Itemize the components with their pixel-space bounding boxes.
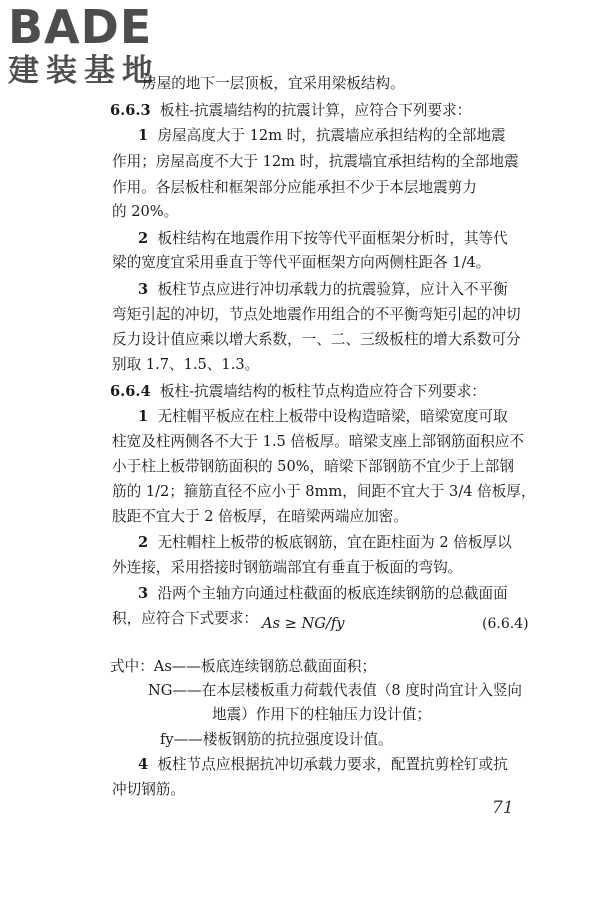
text-line: 地震）作用下的柱轴压力设计值； <box>212 706 431 723</box>
text-line: 的 20%。 <box>112 203 179 220</box>
variable-definition: fy——楼板钢筋的抗拉强度设计值。 <box>160 731 393 748</box>
text-line: 别取 1.7、1.5、1.3。 <box>112 356 260 373</box>
clause-6-6-4-heading: 6.6.4 板柱-抗震墙结构的板柱节点构造应符合下列要求： <box>110 383 486 400</box>
text-line: 外连接，采用搭接时钢筋端部宜有垂直于板面的弯钩。 <box>112 559 463 576</box>
text-line: 作用；房屋高度不大于 12m 时，抗震墙宜承担结构的全部地震 <box>112 153 519 170</box>
text-line: 梁的宽度宜采用垂直于等代平面框架方向两侧柱距各 1/4。 <box>112 254 491 271</box>
text-line: 积，应符合下式要求： <box>112 610 258 627</box>
text-line: 1 无柱帽平板应在柱上板带中设构造暗梁，暗梁宽度可取 <box>138 408 508 425</box>
formula-6-6-4: As ≥ NG/fy <box>262 615 345 632</box>
text-line: 2 无柱帽柱上板带的板底钢筋，宜在距柱面为 2 倍板厚以 <box>138 534 512 551</box>
text-line: 小于柱上板带钢筋面积的 50%，暗梁下部钢筋不宜少于上部钢 <box>112 458 514 475</box>
text-line: 冲切钢筋。 <box>112 781 185 798</box>
text-line: 肢距不宜大于 2 倍板厚，在暗梁两端应加密。 <box>112 508 408 525</box>
text-line: 4 板柱节点应根据抗冲切承载力要求，配置抗剪栓钉或抗 <box>138 756 508 773</box>
text-line: 2 板柱结构在地震作用下按等代平面框架分析时，其等代 <box>138 230 508 247</box>
logo-chinese-name: 建装基地 <box>8 53 160 89</box>
text-line: 1 房屋高度大于 12m 时，抗震墙应承担结构的全部地震 <box>138 127 506 144</box>
equation-number: (6.6.4) <box>482 616 529 632</box>
page-number: 71 <box>492 798 514 818</box>
text-line: 3 板柱节点应进行冲切承载力的抗震验算，应计入不平衡 <box>138 281 508 298</box>
logo-wordmark: BADE <box>8 0 153 54</box>
variable-definition: 式中：As——板底连续钢筋总截面面积； <box>110 658 377 675</box>
text-line: 柱宽及柱两侧各不大于 1.5 倍板厚。暗梁支座上部钢筋面积应不 <box>112 433 524 450</box>
text-line: 作用。各层板柱和框架部分应能承担不少于本层地震剪力 <box>112 179 477 196</box>
text-line: 反力设计值应乘以增大系数，一、二、三级板柱的增大系数可分 <box>112 331 521 348</box>
text-line: 筋的 1/2；箍筋直径不应小于 8mm，间距不宜大于 3/4 倍板厚， <box>112 483 536 500</box>
clause-6-6-3-heading: 6.6.3 板柱-抗震墙结构的抗震计算，应符合下列要求： <box>110 102 472 119</box>
text-line: 3 沿两个主轴方向通过柱截面的板底连续钢筋的总截面面 <box>138 585 508 602</box>
text-line: 房屋的地下一层顶板，宜采用梁板结构。 <box>142 75 405 92</box>
variable-definition: NG——在本层楼板重力荷载代表值（8 度时尚宜计入竖向 <box>148 682 523 699</box>
text-line: 弯矩引起的冲切，节点处地震作用组合的不平衡弯矩引起的冲切 <box>112 306 521 323</box>
